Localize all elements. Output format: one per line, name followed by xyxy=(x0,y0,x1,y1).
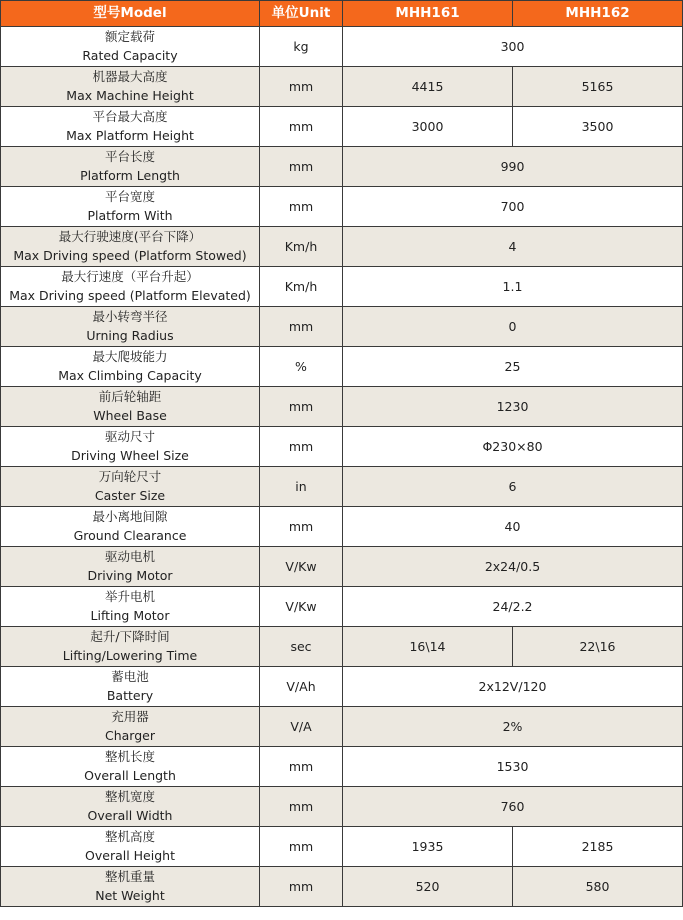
table-row xyxy=(1,787,683,827)
value-mhh162-cell: 5165 xyxy=(513,67,683,107)
param-name-cn: 平台最大高度 xyxy=(92,109,168,124)
table-row xyxy=(1,227,683,267)
param-name-cn: 万向轮尺寸 xyxy=(98,469,162,484)
unit-cell: V/A xyxy=(260,707,343,747)
unit-cell: mm xyxy=(260,187,343,227)
shared-value-cell: 300 xyxy=(343,27,683,67)
shared-value-cell: 2x24/0.5 xyxy=(343,547,683,587)
param-name-cell xyxy=(1,427,260,467)
table-row xyxy=(1,667,683,707)
param-name-cell xyxy=(1,147,260,187)
unit-cell: kg xyxy=(260,27,343,67)
unit-cell: mm xyxy=(260,507,343,547)
param-name-cell xyxy=(1,387,260,427)
param-name-en: Overall Height xyxy=(85,848,175,863)
param-name-en: Net Weight xyxy=(95,888,165,903)
param-name-cell xyxy=(1,547,260,587)
shared-value-cell: 1230 xyxy=(343,387,683,427)
param-name-cell xyxy=(1,747,260,787)
param-name-en: Rated Capacity xyxy=(82,48,178,63)
table-row xyxy=(1,387,683,427)
param-name-cn: 整机宽度 xyxy=(104,789,155,804)
unit-cell: mm xyxy=(260,787,343,827)
value-mhh162-cell: 580 xyxy=(513,867,683,907)
param-name-cn: 驱动尺寸 xyxy=(104,429,155,444)
param-name-en: Caster Size xyxy=(94,488,166,503)
table-row xyxy=(1,27,683,67)
header-model-mhh161: MHH161 xyxy=(343,1,513,27)
value-mhh161-cell: 3000 xyxy=(343,107,513,147)
param-name-en: Driving Wheel Size xyxy=(71,448,189,463)
param-name-cn: 最大行驶速度(平台下降） xyxy=(58,229,202,244)
param-name-en: Urning Radius xyxy=(86,328,174,343)
unit-cell: mm xyxy=(260,147,343,187)
table-row xyxy=(1,187,683,227)
param-name-cell xyxy=(1,787,260,827)
unit-cell: mm xyxy=(260,827,343,867)
param-name-cn: 整机重量 xyxy=(104,869,155,884)
unit-cell: mm xyxy=(260,107,343,147)
shared-value-cell: 700 xyxy=(343,187,683,227)
unit-cell: sec xyxy=(260,627,343,667)
param-name-cn: 举升电机 xyxy=(104,589,155,604)
shared-value-cell: 760 xyxy=(343,787,683,827)
table-row xyxy=(1,747,683,787)
param-name-en: Platform With xyxy=(87,208,173,223)
shared-value-cell: 2% xyxy=(343,707,683,747)
param-name-cn: 驱动电机 xyxy=(104,549,155,564)
unit-cell: mm xyxy=(260,387,343,427)
param-name-cell xyxy=(1,227,260,267)
unit-cell: Km/h xyxy=(260,267,343,307)
table-row xyxy=(1,347,683,387)
shared-value-cell: Φ230×80 xyxy=(343,427,683,467)
value-mhh161-cell: 4415 xyxy=(343,67,513,107)
table-row xyxy=(1,267,683,307)
param-name-cn: 额定载荷 xyxy=(104,29,155,44)
param-name-cell xyxy=(1,267,260,307)
param-name-cn: 整机高度 xyxy=(104,829,155,844)
param-name-cn: 机器最大高度 xyxy=(92,69,168,84)
param-name-cell xyxy=(1,187,260,227)
unit-cell: in xyxy=(260,467,343,507)
header-model-mhh162: MHH162 xyxy=(513,1,683,27)
unit-cell: mm xyxy=(260,867,343,907)
table-row xyxy=(1,507,683,547)
header-unit: 单位Unit xyxy=(260,1,343,27)
param-name-cn: 起升/下降时间 xyxy=(90,629,170,644)
param-name-cell xyxy=(1,627,260,667)
param-name-cell xyxy=(1,707,260,747)
unit-cell: V/Kw xyxy=(260,587,343,627)
table-row xyxy=(1,147,683,187)
param-name-en: Max Driving speed (Platform Elevated) xyxy=(9,288,251,303)
param-name-cell xyxy=(1,467,260,507)
unit-cell: mm xyxy=(260,427,343,467)
table-row xyxy=(1,627,683,667)
unit-cell: V/Ah xyxy=(260,667,343,707)
table-row xyxy=(1,827,683,867)
table-row xyxy=(1,67,683,107)
param-name-cn: 平台长度 xyxy=(104,149,155,164)
param-name-cn: 蓄电池 xyxy=(111,669,149,684)
unit-cell: Km/h xyxy=(260,227,343,267)
param-name-en: Charger xyxy=(105,728,155,743)
value-mhh162-cell: 3500 xyxy=(513,107,683,147)
value-mhh162-cell: 2185 xyxy=(513,827,683,867)
param-name-en: Max Climbing Capacity xyxy=(58,368,202,383)
param-name-cn: 最小转弯半径 xyxy=(92,309,168,324)
param-name-en: Lifting/Lowering Time xyxy=(62,648,198,663)
value-mhh161-cell: 520 xyxy=(343,867,513,907)
shared-value-cell: 1530 xyxy=(343,747,683,787)
unit-cell: mm xyxy=(260,747,343,787)
param-name-cn: 前后轮轴距 xyxy=(98,389,162,404)
param-name-cell xyxy=(1,667,260,707)
table-row xyxy=(1,547,683,587)
spec-body xyxy=(1,27,683,907)
unit-cell: mm xyxy=(260,307,343,347)
table-row xyxy=(1,587,683,627)
param-name-en: Platform Length xyxy=(80,168,180,183)
param-name-cell xyxy=(1,27,260,67)
param-name-cn: 最大行速度（平台升起） xyxy=(61,269,199,284)
param-name-cell xyxy=(1,587,260,627)
param-name-cn: 充用器 xyxy=(111,709,149,724)
header-row xyxy=(1,1,683,27)
param-name-cell xyxy=(1,827,260,867)
shared-value-cell: 990 xyxy=(343,147,683,187)
param-name-en: Max Driving speed (Platform Stowed) xyxy=(13,248,247,263)
unit-cell: % xyxy=(260,347,343,387)
param-name-cn: 最小离地间隙 xyxy=(92,509,168,524)
value-mhh161-cell: 1935 xyxy=(343,827,513,867)
param-name-en: Driving Motor xyxy=(87,568,173,583)
param-name-en: Battery xyxy=(106,688,154,703)
shared-value-cell: 1.1 xyxy=(343,267,683,307)
value-mhh161-cell: 16\14 xyxy=(343,627,513,667)
param-name-en: Overall Width xyxy=(87,808,173,823)
table-row xyxy=(1,307,683,347)
shared-value-cell: 0 xyxy=(343,307,683,347)
shared-value-cell: 24/2.2 xyxy=(343,587,683,627)
table-row xyxy=(1,707,683,747)
table-row xyxy=(1,867,683,907)
param-name-en: Max Platform Height xyxy=(66,128,194,143)
param-name-cn: 平台宽度 xyxy=(104,189,155,204)
param-name-en: Overall Length xyxy=(84,768,176,783)
shared-value-cell: 40 xyxy=(343,507,683,547)
unit-cell: mm xyxy=(260,67,343,107)
param-name-cell xyxy=(1,107,260,147)
shared-value-cell: 6 xyxy=(343,467,683,507)
param-name-en: Max Machine Height xyxy=(66,88,194,103)
param-name-cn: 最大爬坡能力 xyxy=(92,349,168,364)
header-model: 型号Model xyxy=(1,1,260,27)
param-name-en: Ground Clearance xyxy=(73,528,187,543)
shared-value-cell: 4 xyxy=(343,227,683,267)
table-row xyxy=(1,107,683,147)
unit-cell: V/Kw xyxy=(260,547,343,587)
shared-value-cell: 25 xyxy=(343,347,683,387)
param-name-cell xyxy=(1,867,260,907)
table-row xyxy=(1,467,683,507)
param-name-en: Lifting Motor xyxy=(90,608,170,623)
param-name-cell xyxy=(1,67,260,107)
param-name-cell xyxy=(1,507,260,547)
shared-value-cell: 2x12V/120 xyxy=(343,667,683,707)
param-name-cn: 整机长度 xyxy=(104,749,155,764)
param-name-cell xyxy=(1,307,260,347)
param-name-cell xyxy=(1,347,260,387)
table-row xyxy=(1,427,683,467)
value-mhh162-cell: 22\16 xyxy=(513,627,683,667)
param-name-en: Wheel Base xyxy=(93,408,167,423)
